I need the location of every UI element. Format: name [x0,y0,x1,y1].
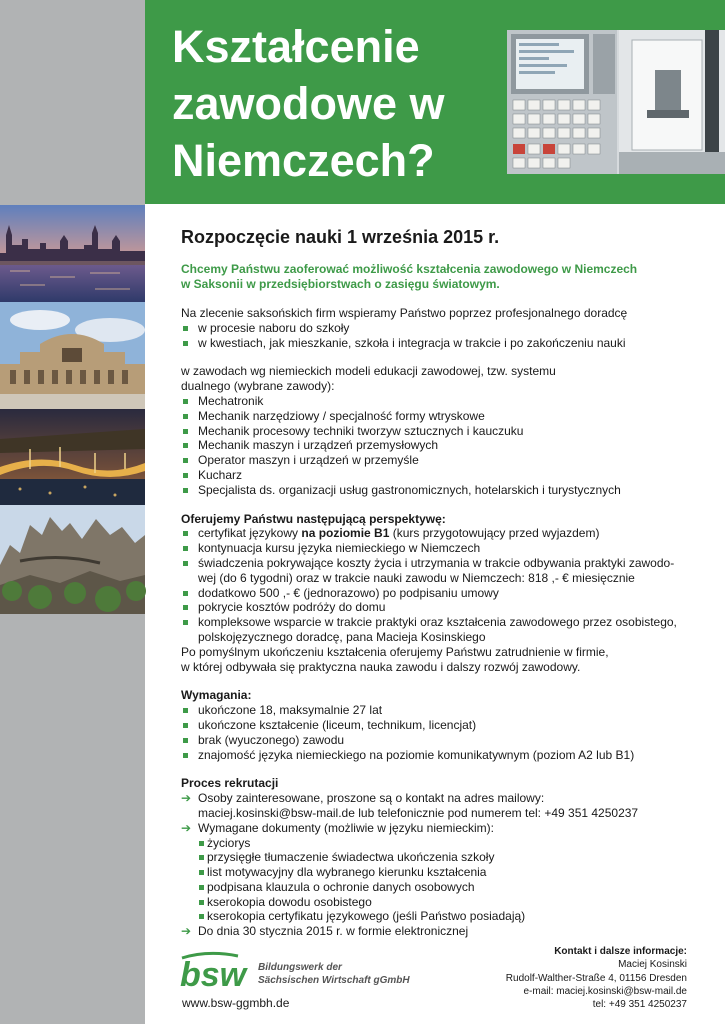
list-item: Specjalista ds. organizacji usług gastronomicznych, hotelarskich i turystycznych [181,483,701,498]
list-item: przysięgłe tłumaczenie świadectwa ukończenia szkoły [181,850,701,865]
documents-list [181,836,701,925]
benefits-line: świadczenia pokrywające koszty życia i utrzymania w trakcie odbywania praktyki zawodo- [198,555,675,570]
deadline-text: Do dnia 30 stycznia 2015 r. w formie elektronicznej [198,924,469,939]
list-item: kserokopia certyfikatu językowego (jeśli Państwo posiadają) [181,909,701,924]
right-arrow-icon: ➔ [181,820,192,835]
list-item: dodatkowo 500 ,- € (jednorazowo) po podpisaniu umowy [181,586,701,601]
process-documents [181,821,701,836]
documents-intro: Wymagane dokumenty (możliwie w języku niemieckim): [198,820,494,835]
list-item: ukończone kształcenie (liceum, technikum, licencjat) [181,718,701,733]
list-item: w procesie naboru do szkoły [181,321,701,336]
rock-formation-photo [0,505,145,614]
lead-paragraph [181,262,701,292]
support-line: polskojęzycznego doradcę, pana Macieja Kosinskiego [198,629,486,644]
headline-line: zawodowe w [172,78,445,129]
list-item: Mechanik narzędziowy / specjalność formy wtryskowe [181,409,701,424]
support-line: kompleksowe wsparcie w trakcie praktyki oraz kształcenia zawodowego przez osobistego, [198,615,677,630]
contact-block [506,945,687,1011]
after-line: w której odbywała się praktyczna nauka zawodu i dalszy rozwój zawodowy. [181,659,581,674]
headline-line: Niemczech? [172,135,435,186]
dresden-skyline-photo [0,205,145,302]
logo-subtitle-line: Bildungswerk der [258,962,342,973]
bsw-logo [178,948,410,994]
requirements-list [181,703,701,762]
contact-phone: tel: +49 351 4250237 [592,999,687,1011]
right-arrow-icon: ➔ [181,791,192,806]
website-url[interactable]: www.bsw-ggmbh.de [182,996,290,1010]
list-item: w kwestiach, jak mieszkanie, szkoła i integracja w trakcie i po zakończeniu nauki [181,336,701,351]
list-item: brak (wyuczonego) zawodu [181,733,701,748]
lead-line: w Saksonii w przedsiębiorstwach o zasięgu światowym. [181,277,500,291]
lead-line: Chcemy Państwu zaoferować możliwość kształcenia zawodowego w Niemczech [181,262,638,276]
list-item: list motywacyjny dla wybranego kierunku kształcenia [181,865,701,880]
intro-list [181,321,701,351]
list-item: Operator maszyn i urządzeń w przemyśle [181,453,701,468]
opera-house-photo [0,302,145,409]
professions-intro-line: dualnego (wybrane zawody): [181,379,335,394]
contact-heading: Kontakt i dalsze informacje: [554,946,687,957]
list-item [181,526,701,541]
right-arrow-icon: ➔ [181,924,192,939]
after-training-text [181,645,701,675]
intro-text: Na zlecenie saksońskich firm wspieramy Państwo poprzez profesjonalnego doradcę [181,306,628,320]
professions-list [181,394,701,498]
bridge-night-photo [0,409,145,505]
cert-text: (kurs przygotowujący przed wyjazdem) [389,526,600,541]
list-item [181,615,701,645]
logo-wordmark: bsw [180,956,247,994]
logo-subtitle-line: Sächsischen Wirtschaft gGmbH [258,975,410,986]
list-item: podpisana klauzula o ochronie danych osobowych [181,880,701,895]
process-heading: Proces rekrutacji [181,776,279,791]
contact-address: Rudolf-Walther-Straße 4, 01156 Dresden [505,972,687,984]
benefits-line: wej (do 6 tygodni) oraz w trakcie nauki zawodu w Niemczech: 818 ,- € miesięcznie [198,570,635,585]
cert-level: na poziomie B1 [301,526,390,541]
machine-control-photo [507,30,725,174]
process-deadline [181,924,701,939]
professions-intro-line: w zawodach wg niemieckich modeli edukacji zawodowej, tzw. systemu [181,364,556,379]
headline-line: Kształcenie [172,21,420,72]
list-item: Mechanik procesowy techniki tworzyw sztucznych i kauczuku [181,424,701,439]
contact-email[interactable]: e-mail: maciej.kosinski@bsw-mail.de [523,985,687,997]
list-item: kserokopia dowodu osobistego [181,895,701,910]
list-item: znajomość języka niemieckiego na poziomie komunikatywnym (poziom A2 lub B1) [181,748,701,763]
professions-intro [181,364,701,394]
headline [172,18,492,189]
list-item: życiorys [181,836,701,851]
offer-heading: Oferujemy Państwu następującą perspektywę: [181,511,446,526]
process-contact [181,791,701,821]
cert-text: certyfikat językowy [198,526,302,541]
main-content [181,226,701,939]
offer-list [181,526,701,644]
process-contact-line: Osoby zainteresowane, proszone są o kontakt na adres mailowy: [198,791,545,806]
list-item: Mechanik maszyn i urządzeń przemysłowych [181,438,701,453]
list-item: kontynuacja kursu języka niemieckiego w Niemczech [181,541,701,556]
list-item: pokrycie kosztów podróży do domu [181,600,701,615]
process-contact-line: maciej.kosinski@bsw-mail.de lub telefonicznie pod numerem tel: +49 351 4250237 [198,805,639,820]
list-item: Kucharz [181,468,701,483]
contact-name: Maciej Kosinski [618,959,687,971]
start-date-heading: Rozpoczęcie nauki 1 września 2015 r. [181,227,500,247]
after-line: Po pomyślnym ukończeniu kształcenia oferujemy Państwu zatrudnienie w firmie, [181,644,609,659]
list-item [181,556,701,586]
requirements-heading: Wymagania: [181,688,252,703]
list-item: Mechatronik [181,394,701,409]
list-item: ukończone 18, maksymalnie 27 lat [181,703,701,718]
